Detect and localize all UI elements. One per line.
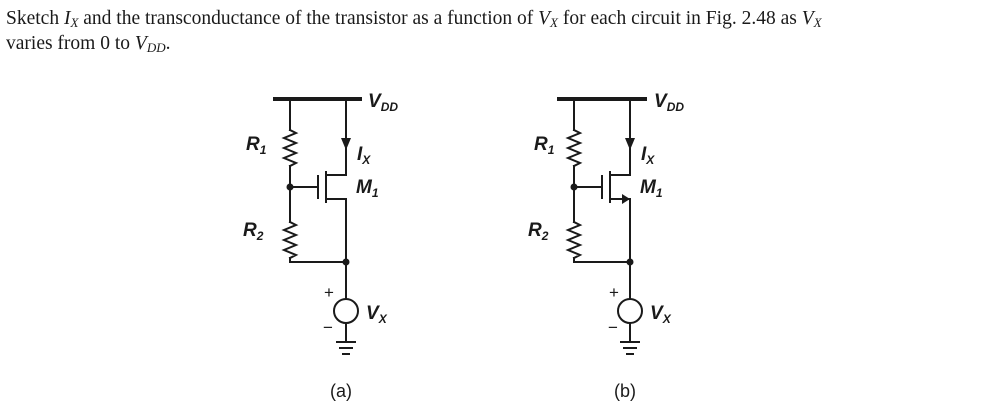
vdd-label-a: $V_{DD}$ — [368, 91, 399, 114]
plus-sign-a: + — [324, 283, 334, 302]
ix-label-a: $I_X$ — [357, 144, 371, 167]
transistor-m1-b — [602, 150, 630, 262]
m1-label-a: $M_1$ — [356, 177, 379, 200]
vx-label-a: $V_X$ — [366, 303, 387, 326]
vx-label-b: $V_X$ — [650, 303, 671, 326]
ix-label-b: $I_X$ — [641, 144, 655, 167]
circuit-b — [528, 91, 684, 401]
resistor-r2-a — [284, 222, 296, 258]
caption-b: (b) — [614, 381, 636, 401]
voltage-source-b — [618, 299, 642, 323]
voltage-source-a — [334, 299, 358, 323]
m1-label-b: $M_1$ — [640, 177, 663, 200]
resistor-r1-a — [284, 130, 296, 166]
circuit-a — [243, 91, 398, 401]
r2-label-b: $R_2$ — [528, 220, 549, 243]
caption-a: (a) — [330, 381, 352, 401]
ground-b — [621, 323, 639, 354]
minus-sign-a: − — [323, 318, 333, 337]
r2-label-a: $R_2$ — [243, 220, 264, 243]
r1-label-a: $R_1$ — [246, 134, 267, 157]
plus-sign-b: + — [609, 283, 619, 302]
ground-a — [337, 323, 355, 354]
transistor-m1-a — [318, 150, 346, 262]
vdd-label-b: $V_{DD}$ — [654, 91, 685, 114]
problem-statement: Sketch $I_X$ and the transconductance of the transistor as a function of $V_X$ for each circuit in Fig. 2.48 as $V_X$ varies from 0 to $V_{DD}$. — [6, 8, 822, 55]
resistor-r1-b — [568, 130, 580, 166]
minus-sign-b: − — [608, 318, 618, 337]
current-arrow-a — [341, 138, 351, 150]
r1-label-b: $R_1$ — [534, 134, 555, 157]
current-arrow-b — [625, 138, 635, 150]
resistor-r2-b — [568, 222, 580, 258]
